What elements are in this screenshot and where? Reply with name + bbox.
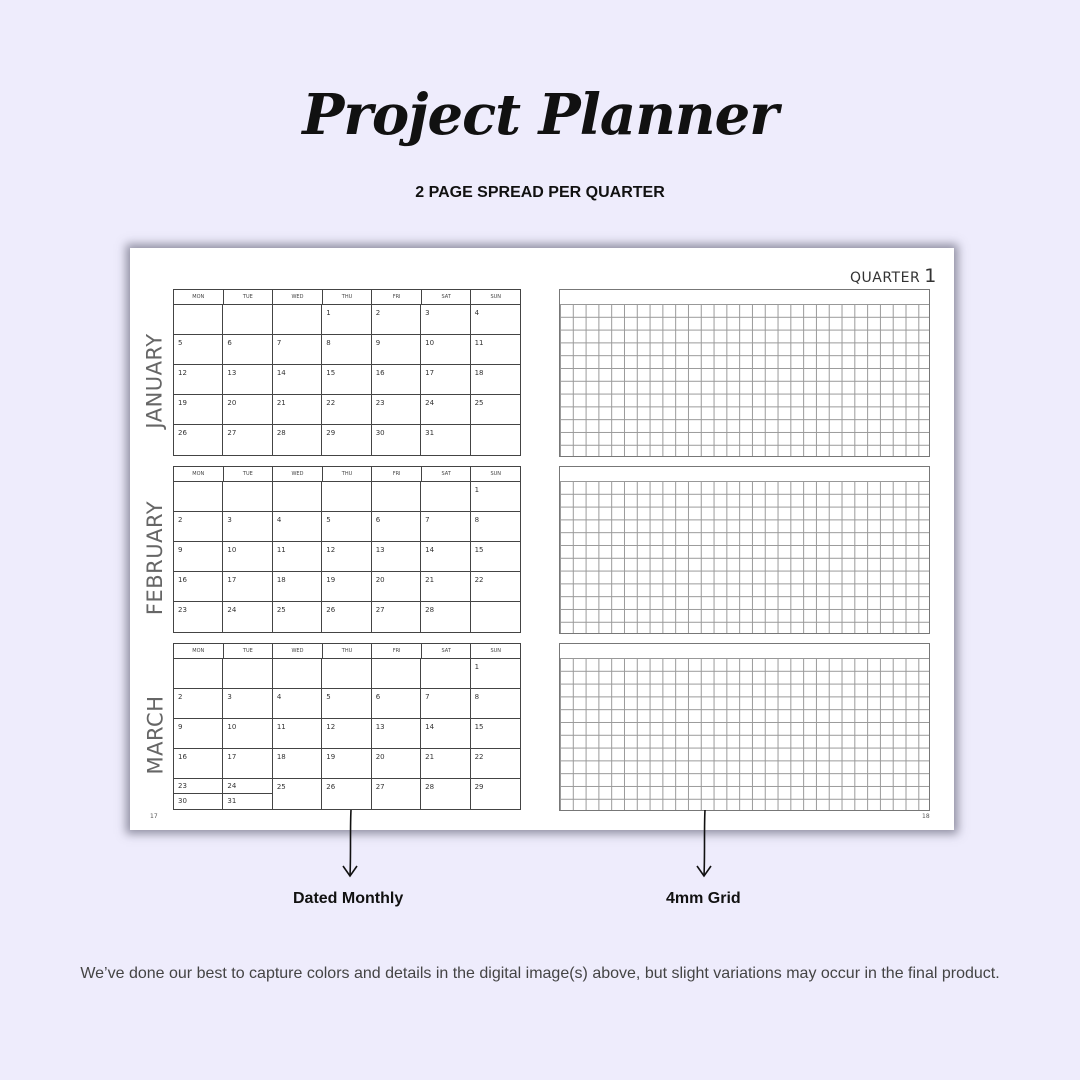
day-cell — [273, 689, 322, 719]
day-number: 4 — [474, 309, 480, 317]
day-cell — [174, 719, 223, 749]
day-number: 14 — [276, 369, 286, 377]
day-number: 6 — [375, 516, 381, 524]
day-number: 31 — [425, 429, 435, 437]
day-cell — [322, 395, 371, 425]
day-number: 20 — [375, 753, 385, 761]
day-cell — [273, 602, 322, 632]
day-number: 16 — [178, 753, 187, 761]
day-number: 5 — [326, 693, 331, 701]
day-cell — [273, 395, 322, 425]
day-number: 11 — [276, 546, 286, 554]
weekday-label: SAT — [422, 290, 472, 304]
day-number: 3 — [227, 516, 232, 524]
quarter-label — [850, 265, 936, 287]
weekday-label: WED — [273, 290, 323, 304]
day-cell — [471, 365, 520, 395]
day-cell — [223, 779, 272, 809]
day-number: 12 — [326, 546, 336, 554]
day-number: 7 — [276, 339, 282, 347]
day-cell — [174, 659, 223, 689]
day-cell — [322, 689, 371, 719]
day-cell — [223, 482, 272, 512]
weekday-label: SAT — [422, 644, 472, 658]
day-cell — [372, 749, 421, 779]
weekday-label: THU — [323, 644, 373, 658]
day-cell — [471, 719, 520, 749]
day-number: 19 — [326, 753, 336, 761]
day-cell — [174, 395, 223, 425]
day-cell — [273, 542, 322, 572]
quarter-number: 1 — [924, 265, 937, 287]
caption-grid: 4mm Grid — [666, 890, 741, 907]
day-number: 5 — [326, 516, 331, 524]
day-cell — [223, 365, 272, 395]
arrow-down-icon — [694, 808, 714, 880]
day-cell — [421, 719, 470, 749]
month-calendar-february — [143, 466, 521, 634]
day-cell — [372, 425, 421, 455]
day-cell — [273, 659, 322, 689]
day-number: 27 — [375, 783, 385, 791]
day-cell — [322, 719, 371, 749]
day-cell — [223, 689, 272, 719]
grid-header-strip — [560, 290, 929, 305]
day-number: 13 — [227, 369, 237, 377]
day-cell — [223, 572, 272, 602]
day-cell — [273, 365, 322, 395]
weekday-header — [173, 466, 521, 481]
weekday-label: FRI — [372, 467, 422, 481]
day-cell — [421, 542, 470, 572]
grid-area — [560, 481, 929, 633]
day-cell — [322, 425, 371, 455]
day-cell — [223, 335, 272, 365]
weekday-label: FRI — [372, 290, 422, 304]
day-number: 26 — [326, 606, 336, 614]
day-cell — [372, 719, 421, 749]
caption-dated-monthly: Dated Monthly — [293, 890, 404, 907]
day-number: 19 — [178, 399, 187, 407]
day-number: 7 — [425, 516, 430, 524]
day-cell — [372, 572, 421, 602]
day-number: 7 — [425, 693, 430, 701]
day-cell — [372, 365, 421, 395]
grid-header-strip — [560, 467, 929, 482]
day-cell — [372, 659, 421, 689]
day-number: 15 — [326, 369, 336, 377]
quarter-text: QUARTER — [850, 270, 921, 286]
day-number: 12 — [178, 369, 187, 377]
weekday-label: SUN — [490, 294, 502, 300]
day-cell — [372, 689, 421, 719]
day-cell — [471, 425, 520, 455]
day-cell — [273, 335, 322, 365]
day-number: 1 — [474, 486, 480, 494]
day-cell — [174, 542, 223, 572]
day-number: 18 — [276, 576, 286, 584]
day-cell — [223, 542, 272, 572]
weekday-label: TUE — [224, 644, 274, 658]
weekday-label: MON — [174, 290, 224, 304]
day-number: 14 — [425, 546, 435, 554]
day-number: 28 — [276, 429, 286, 437]
day-cell — [174, 572, 223, 602]
weekday-label: FRI — [372, 644, 422, 658]
day-cell — [223, 749, 272, 779]
day-number: 27 — [375, 606, 385, 614]
grid-area — [560, 304, 929, 456]
day-number: 28 — [425, 606, 435, 614]
day-cell — [471, 542, 520, 572]
month-name: JANUARY — [143, 332, 167, 429]
day-cell — [174, 482, 223, 512]
day-number: 19 — [326, 576, 336, 584]
day-cell — [273, 482, 322, 512]
weekday-header — [173, 289, 521, 304]
day-cell — [421, 365, 470, 395]
day-cell — [471, 305, 520, 335]
day-number: 23 — [178, 606, 187, 614]
page-subtitle: 2 PAGE SPREAD PER QUARTER — [415, 184, 665, 201]
day-number: 13 — [375, 723, 385, 731]
day-cell — [421, 689, 470, 719]
calendar-grid — [173, 481, 521, 633]
day-cell — [322, 602, 371, 632]
day-cell — [372, 305, 421, 335]
day-number: 20 — [375, 576, 385, 584]
weekday-label: WED — [273, 467, 323, 481]
day-cell — [471, 335, 520, 365]
day-number: 8 — [326, 339, 331, 347]
day-number: 2 — [178, 693, 183, 701]
day-cell — [273, 425, 322, 455]
grid-panel — [559, 466, 930, 634]
page-number-right: 18 — [922, 813, 930, 820]
day-number: 11 — [276, 723, 286, 731]
day-number: 31 — [227, 797, 237, 805]
day-number: 1 — [474, 663, 480, 671]
day-number: 21 — [425, 753, 435, 761]
day-number: 27 — [227, 429, 237, 437]
day-number: 22 — [474, 753, 484, 761]
month-name: MARCH — [143, 695, 168, 774]
day-number: 16 — [375, 369, 385, 377]
disclaimer-text: We’ve done our best to capture colors and details in the digital image(s) above, but slight variations may occur in the final product. — [80, 965, 1000, 982]
grid-panel — [559, 289, 930, 457]
day-cell — [223, 425, 272, 455]
day-cell — [174, 425, 223, 455]
day-cell — [471, 749, 520, 779]
day-number: 10 — [227, 546, 237, 554]
day-cell — [174, 512, 223, 542]
day-cell — [421, 602, 470, 632]
day-cell — [322, 572, 371, 602]
day-cell — [174, 749, 223, 779]
day-number: 23 — [178, 782, 187, 790]
day-number: 12 — [326, 723, 336, 731]
weekday-label: THU — [323, 290, 373, 304]
day-cell — [174, 602, 223, 632]
day-cell — [174, 365, 223, 395]
day-cell — [273, 779, 322, 809]
day-cell — [174, 335, 223, 365]
day-cell — [322, 749, 371, 779]
day-number: 29 — [474, 783, 484, 791]
day-number: 8 — [474, 516, 480, 524]
day-cell — [421, 659, 470, 689]
day-number: 30 — [375, 429, 385, 437]
weekday-label: WED — [273, 644, 323, 658]
day-number: 18 — [276, 753, 286, 761]
weekday-label: TUE — [224, 290, 274, 304]
weekday-label: SUN — [490, 648, 502, 654]
day-number: 17 — [425, 369, 435, 377]
day-number: 10 — [425, 339, 435, 347]
month-calendar-march — [143, 643, 521, 811]
day-cell — [421, 749, 470, 779]
day-cell — [223, 305, 272, 335]
day-cell — [223, 659, 272, 689]
day-cell — [372, 395, 421, 425]
day-cell — [322, 305, 371, 335]
day-cell — [471, 395, 520, 425]
day-cell — [322, 365, 371, 395]
day-number: 4 — [276, 693, 282, 701]
day-cell — [223, 602, 272, 632]
day-number: 26 — [178, 429, 187, 437]
day-number: 25 — [474, 399, 484, 407]
day-cell — [471, 602, 520, 632]
day-cell — [421, 779, 470, 809]
grid-area — [560, 658, 929, 810]
day-number: 22 — [474, 576, 484, 584]
day-number: 16 — [178, 576, 187, 584]
day-number: 17 — [227, 576, 237, 584]
day-cell — [372, 335, 421, 365]
day-cell — [372, 512, 421, 542]
day-cell — [372, 602, 421, 632]
day-number: 2 — [375, 309, 381, 317]
grid-panel — [559, 643, 930, 811]
day-number: 24 — [227, 606, 237, 614]
page-title: Project Planner — [302, 82, 778, 148]
day-number: 5 — [178, 339, 183, 347]
day-cell — [421, 512, 470, 542]
day-cell — [421, 482, 470, 512]
day-number: 17 — [227, 753, 237, 761]
day-number: 22 — [326, 399, 336, 407]
month-calendar-january — [143, 289, 521, 457]
day-cell — [322, 335, 371, 365]
day-number: 26 — [326, 783, 336, 791]
day-number: 9 — [375, 339, 381, 347]
day-cell — [322, 779, 371, 809]
day-number: 14 — [425, 723, 435, 731]
weekday-label: MON — [174, 644, 224, 658]
day-number: 24 — [227, 782, 237, 790]
day-cell — [322, 512, 371, 542]
day-number: 15 — [474, 546, 484, 554]
day-cell — [273, 512, 322, 542]
calendar-grid — [173, 658, 521, 810]
day-cell — [471, 512, 520, 542]
day-number: 18 — [474, 369, 484, 377]
day-number: 10 — [227, 723, 237, 731]
calendar-grid — [173, 304, 521, 456]
day-cell — [174, 689, 223, 719]
day-number: 25 — [276, 783, 286, 791]
day-number: 8 — [474, 693, 480, 701]
day-number: 13 — [375, 546, 385, 554]
day-number: 21 — [276, 399, 286, 407]
day-cell — [322, 659, 371, 689]
day-cell — [322, 482, 371, 512]
day-number: 9 — [178, 546, 183, 554]
day-number: 29 — [326, 429, 336, 437]
day-number: 28 — [425, 783, 435, 791]
day-cell — [223, 719, 272, 749]
day-cell — [471, 659, 520, 689]
month-name: FEBRUARY — [143, 500, 168, 615]
day-number: 2 — [178, 516, 183, 524]
day-cell — [471, 482, 520, 512]
day-cell — [421, 572, 470, 602]
day-cell — [421, 335, 470, 365]
day-number: 3 — [227, 693, 232, 701]
weekday-label: SUN — [490, 471, 502, 477]
day-number: 6 — [375, 693, 381, 701]
day-cell — [174, 779, 223, 809]
day-number: 20 — [227, 399, 237, 407]
weekday-label: THU — [323, 467, 373, 481]
day-cell — [273, 305, 322, 335]
day-number: 24 — [425, 399, 435, 407]
day-cell — [223, 395, 272, 425]
page-number-left: 17 — [150, 813, 158, 820]
day-cell — [174, 305, 223, 335]
grid-header-strip — [560, 644, 929, 659]
day-cell — [273, 749, 322, 779]
day-cell — [421, 395, 470, 425]
day-number: 23 — [375, 399, 385, 407]
day-number: 21 — [425, 576, 435, 584]
day-cell — [471, 779, 520, 809]
weekday-label: TUE — [224, 467, 274, 481]
day-number: 30 — [178, 797, 187, 805]
day-number: 15 — [474, 723, 484, 731]
day-number: 11 — [474, 339, 484, 347]
day-cell — [322, 542, 371, 572]
day-number: 1 — [326, 309, 331, 317]
day-number: 25 — [276, 606, 286, 614]
arrow-down-icon — [340, 808, 360, 880]
day-cell — [372, 779, 421, 809]
day-cell — [372, 542, 421, 572]
day-cell — [471, 572, 520, 602]
day-number: 4 — [276, 516, 282, 524]
day-cell — [471, 689, 520, 719]
day-cell — [421, 425, 470, 455]
day-cell — [273, 719, 322, 749]
day-cell — [223, 512, 272, 542]
day-number: 9 — [178, 723, 183, 731]
day-number: 3 — [425, 309, 430, 317]
day-cell — [273, 572, 322, 602]
weekday-label: MON — [174, 467, 224, 481]
weekday-label: SAT — [422, 467, 472, 481]
day-number: 6 — [227, 339, 232, 347]
weekday-header — [173, 643, 521, 658]
day-cell — [421, 305, 470, 335]
day-cell — [372, 482, 421, 512]
